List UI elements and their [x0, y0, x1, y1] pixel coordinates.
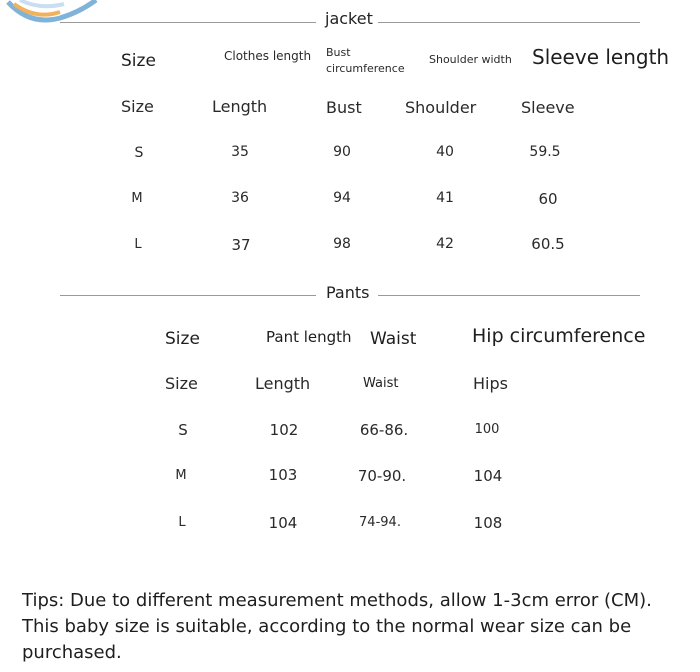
jacket-sub-length: Length — [212, 97, 268, 116]
pants-row-m-hips: 104 — [473, 467, 503, 485]
pants-row-s-length: 102 — [269, 421, 299, 439]
pants-header-waist: Waist — [370, 329, 417, 349]
jacket-row-l-bust: 98 — [333, 236, 351, 252]
tips-text: Tips: Due to different measurement methods, allow 1-3cm error (CM). This baby size is suitable, according to the normal wear size can be purchased. — [22, 590, 652, 663]
pants-row-l-size: L — [178, 515, 186, 530]
pants-row-s-waist: 66-86. — [359, 421, 409, 439]
pants-divider-left — [60, 295, 316, 296]
jacket-divider-left — [60, 22, 316, 23]
pants-row-l-waist: 74-94. — [359, 515, 401, 530]
pants-divider-right — [378, 295, 640, 296]
brand-logo-icon — [0, 0, 110, 30]
jacket-sub-bust: Bust — [326, 98, 362, 117]
jacket-row-m-bust: 94 — [333, 190, 351, 206]
jacket-row-s-bust: 90 — [333, 144, 351, 160]
jacket-header-sleeve-length: Sleeve length — [532, 45, 670, 69]
pants-header-pant-length: Pant length — [266, 328, 352, 346]
jacket-row-m-sleeve: 60 — [538, 190, 558, 208]
pants-row-s-size: S — [178, 421, 188, 439]
jacket-sub-size: Size — [121, 97, 154, 116]
pants-sub-length: Length — [255, 374, 311, 393]
jacket-row-s-length: 35 — [231, 144, 249, 160]
jacket-sub-sleeve: Sleeve — [521, 98, 575, 117]
pants-header-hip-circumference: Hip circumference — [472, 325, 646, 347]
pants-row-s-hips: 100 — [474, 422, 500, 437]
jacket-header-clothes-length: Clothes length — [224, 49, 312, 63]
pants-section-title: Pants — [326, 283, 370, 302]
pants-sub-size: Size — [165, 374, 198, 393]
jacket-header-bust-circumference: Bust circumference — [326, 46, 405, 75]
jacket-row-s-shoulder: 40 — [436, 144, 454, 160]
jacket-row-m-shoulder: 41 — [436, 190, 454, 206]
jacket-row-l-length: 37 — [231, 236, 251, 254]
jacket-row-m-length: 36 — [231, 190, 249, 206]
pants-row-l-hips: 108 — [473, 514, 503, 532]
jacket-sub-shoulder: Shoulder — [405, 98, 477, 117]
pants-row-l-length: 104 — [268, 514, 298, 532]
jacket-row-l-shoulder: 42 — [436, 236, 454, 252]
jacket-divider-right — [378, 22, 640, 23]
jacket-row-l-size: L — [134, 237, 142, 252]
pants-header-size: Size — [165, 329, 200, 349]
jacket-row-s-sleeve: 59.5 — [529, 144, 561, 160]
pants-row-m-length: 103 — [268, 466, 298, 484]
pants-row-m-waist: 70-90. — [357, 467, 407, 485]
jacket-row-m-size: M — [131, 191, 143, 206]
pants-row-m-size: M — [175, 468, 187, 483]
jacket-section-title: jacket — [325, 9, 373, 28]
pants-sub-hips: Hips — [473, 374, 508, 393]
jacket-header-size: Size — [121, 51, 156, 71]
pants-sub-waist: Waist — [363, 376, 399, 391]
jacket-row-l-sleeve: 60.5 — [531, 235, 565, 253]
jacket-row-s-size: S — [134, 145, 144, 161]
jacket-header-shoulder-width: Shoulder width — [429, 53, 512, 66]
